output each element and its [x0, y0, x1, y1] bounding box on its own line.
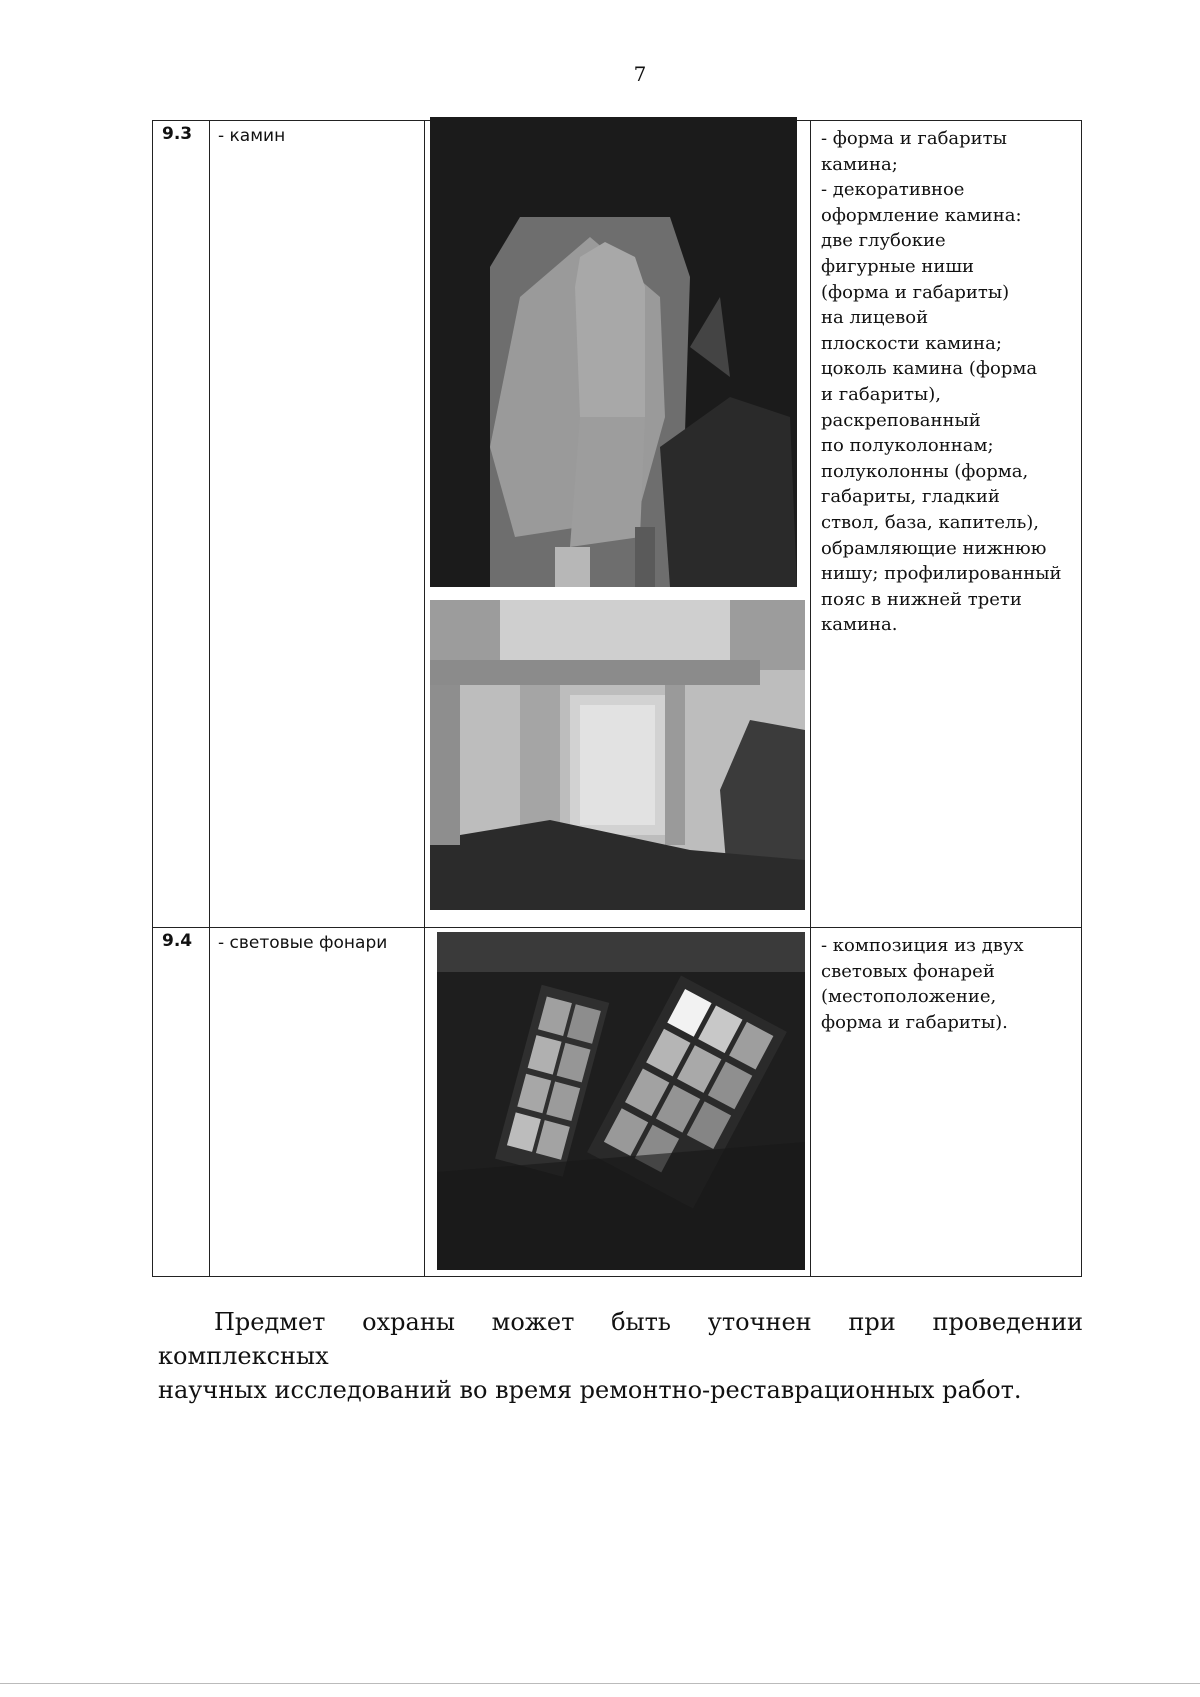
description-line: форма и габариты). [821, 1011, 1008, 1033]
row-number-cell [152, 927, 210, 1277]
row-number: 9.4 [162, 931, 193, 951]
description-line: - декоративное [821, 179, 965, 201]
description-line: и габариты), [821, 383, 941, 405]
element-name-cell [210, 120, 425, 928]
skylight-photo [437, 932, 805, 1270]
description-line: цоколь камина (форма [821, 358, 1038, 380]
description-line: плоскости камина; [821, 332, 1002, 354]
description-line: нишу; профилированный [821, 563, 1062, 585]
paragraph-line: Предмет охраны может быть уточнен при проведении комплексных [158, 1308, 1083, 1370]
description-line: пояс в нижней трети [821, 588, 1022, 610]
row-number: 9.3 [162, 124, 193, 144]
description-line: фигурные ниши [821, 255, 975, 277]
description-line: две глубокие [821, 230, 946, 252]
description-line: - композиция из двух [821, 935, 1024, 956]
description-line: оформление камина: [821, 204, 1022, 226]
photo-cell [425, 120, 811, 928]
scan-edge-divider [0, 1683, 1200, 1684]
description-line: габариты, гладкий [821, 486, 1000, 508]
description-line: по полуколоннам; [821, 435, 994, 457]
row-number-cell [152, 120, 210, 928]
fireplace-photo [430, 117, 797, 587]
fireplace-detail-photo [430, 600, 805, 910]
description-text [821, 126, 1076, 638]
description-text [821, 933, 1076, 1035]
page-number: 7 [633, 62, 647, 86]
description-cell [811, 927, 1082, 1277]
element-name-cell [210, 927, 425, 1277]
description-line: световых фонарей [821, 960, 995, 982]
table-row [152, 120, 1082, 928]
description-line: - форма и габариты [821, 128, 1007, 149]
description-line: ствол, база, капитель), [821, 511, 1040, 533]
description-line: на лицевой [821, 307, 929, 329]
photo-cell [425, 927, 811, 1277]
protection-note-paragraph [158, 1305, 1083, 1407]
element-name: - световые фонари [218, 933, 388, 953]
description-line: (форма и габариты) [821, 281, 1010, 303]
description-line: раскрепованный [821, 409, 981, 431]
description-line: полуколонны (форма, [821, 460, 1029, 482]
description-line: (местоположение, [821, 986, 997, 1008]
paragraph-line: научных исследований во время ремонтно-реставрационных работ. [158, 1376, 1022, 1404]
element-name: - камин [218, 126, 286, 146]
table-row [152, 927, 1082, 1277]
description-line: камина; [821, 153, 898, 175]
description-cell [811, 120, 1082, 928]
description-line: обрамляющие нижнюю [821, 537, 1047, 559]
description-line: камина. [821, 614, 898, 636]
